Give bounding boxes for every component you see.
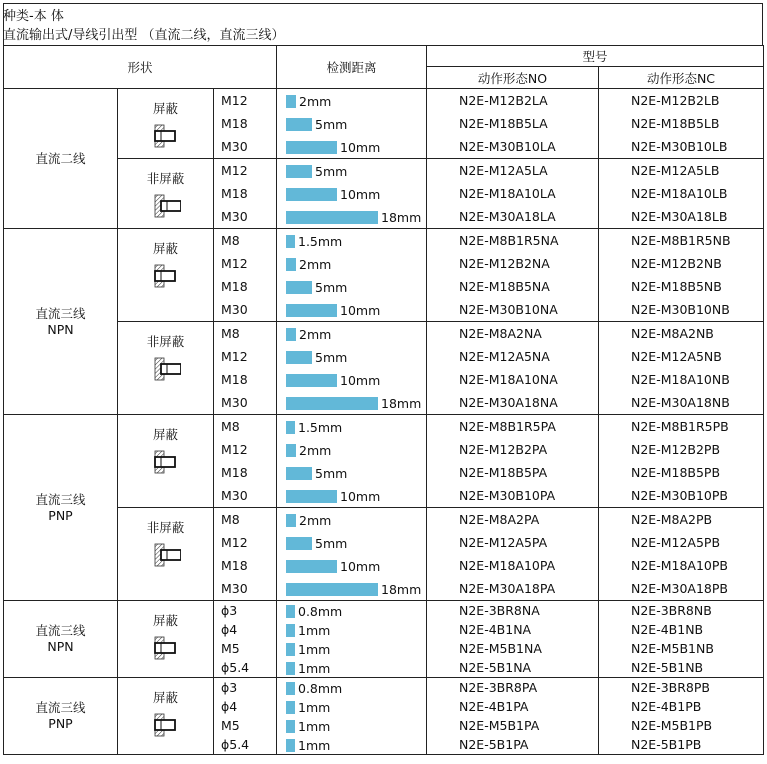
model-no-cell — [427, 89, 599, 159]
distance-row — [277, 678, 426, 697]
distance-row — [277, 391, 426, 414]
distance-bar — [286, 304, 337, 317]
model-nc: N2E-M12B2LB — [631, 93, 720, 108]
sheet-title: 种类-本 体 — [3, 9, 64, 24]
sensor-size: M30 — [221, 581, 248, 596]
model-no: N2E-M8A2NA — [459, 326, 542, 341]
distance-row — [277, 620, 426, 639]
model-nc-cell — [599, 601, 764, 678]
distance-label: 10mm — [340, 559, 381, 574]
distance-label: 2mm — [299, 257, 332, 272]
distance-label: 5mm — [315, 164, 348, 179]
model-no-cell — [427, 678, 599, 755]
model-no: N2E-M12B2LA — [459, 93, 548, 108]
distance-row — [277, 531, 426, 554]
sensor-size: M5 — [221, 641, 240, 656]
distance-label: 10mm — [340, 303, 381, 318]
model-nc: N2E-M12B2PB — [631, 442, 721, 457]
distance-label: 5mm — [315, 350, 348, 365]
sensor-size: M18 — [221, 186, 248, 201]
sensor-size: M12 — [221, 93, 248, 108]
group-name — [4, 415, 118, 601]
group-name-line: 直流三线 — [35, 623, 86, 638]
model-nc: N2E-M30A18LB — [631, 209, 728, 224]
model-no: N2E-M30B10LA — [459, 139, 556, 154]
model-no: N2E-M30A18NA — [459, 395, 558, 410]
model-no: N2E-M18B5NA — [459, 279, 550, 294]
distance-row — [277, 205, 426, 228]
distance-bar — [286, 682, 295, 695]
model-nc: N2E-M8A2NB — [631, 326, 714, 341]
model-nc: N2E-M30B10NB — [631, 302, 730, 317]
model-no: N2E-M18B5PA — [459, 465, 548, 480]
sensor-size: M12 — [221, 256, 248, 271]
size-cell — [214, 601, 277, 678]
distance-bar — [286, 720, 295, 733]
model-no: N2E-M18B5LA — [459, 116, 548, 131]
table-row — [4, 508, 764, 601]
table-row — [4, 678, 764, 755]
distance-label: 0.8mm — [298, 681, 343, 696]
distance-row — [277, 461, 426, 484]
distance-label: 5mm — [315, 117, 348, 132]
shield-type — [118, 229, 214, 322]
group-name — [4, 89, 118, 229]
sensor-size: M12 — [221, 442, 248, 457]
distance-cell — [277, 415, 427, 508]
distance-bar — [286, 444, 296, 457]
sensor-size: M12 — [221, 535, 248, 550]
model-nc: N2E-M12A5PB — [631, 535, 721, 550]
sensor-size: ϕ3 — [221, 680, 238, 695]
distance-label: 1mm — [298, 738, 331, 753]
distance-label: 2mm — [299, 327, 332, 342]
model-no: N2E-M8A2PA — [459, 512, 540, 527]
distance-row — [277, 415, 426, 438]
distance-label: 1mm — [298, 700, 331, 715]
distance-row — [277, 229, 426, 252]
model-nc: N2E-4B1NB — [631, 622, 704, 637]
sensor-size: M18 — [221, 116, 248, 131]
group-name — [4, 601, 118, 678]
distance-bar — [286, 118, 312, 131]
distance-row — [277, 135, 426, 158]
distance-bar — [286, 514, 296, 527]
shield-type — [118, 89, 214, 159]
sensor-size: M18 — [221, 465, 248, 480]
sensor-size: ϕ5.4 — [221, 737, 250, 752]
model-nc-cell — [599, 678, 764, 755]
distance-label: 18mm — [381, 582, 422, 597]
shield-type-label: 屏蔽 — [152, 690, 178, 705]
distance-label: 10mm — [340, 187, 381, 202]
model-no-cell — [427, 601, 599, 678]
model-no: N2E-M8B1R5PA — [459, 419, 556, 434]
distance-label: 5mm — [315, 536, 348, 551]
table-row — [4, 229, 764, 322]
distance-label: 1.5mm — [298, 234, 343, 249]
unshielded-sensor-icon — [151, 542, 181, 568]
model-nc-cell — [599, 159, 764, 229]
size-cell — [214, 508, 277, 601]
distance-row — [277, 735, 426, 754]
distance-row — [277, 577, 426, 600]
distance-row — [277, 182, 426, 205]
distance-row — [277, 345, 426, 368]
distance-row — [277, 658, 426, 677]
sensor-size: M8 — [221, 233, 240, 248]
distance-label: 1mm — [298, 623, 331, 638]
distance-bar — [286, 281, 312, 294]
distance-bar — [286, 165, 312, 178]
distance-bar — [286, 560, 337, 573]
model-nc: N2E-M5B1NB — [631, 641, 714, 656]
col-no: 动作形态NO — [427, 67, 599, 89]
model-nc: N2E-3BR8NB — [631, 603, 712, 618]
model-no: N2E-M8B1R5NA — [459, 233, 559, 248]
col-nc: 动作形态NC — [599, 67, 764, 89]
distance-bar — [286, 421, 295, 434]
distance-row — [277, 298, 426, 321]
shield-type — [118, 601, 214, 678]
size-cell — [214, 229, 277, 322]
distance-bar — [286, 643, 295, 656]
group-name-line: NPN — [47, 321, 74, 337]
distance-row — [277, 159, 426, 182]
sensor-size: M5 — [221, 718, 240, 733]
shield-type-label: 屏蔽 — [152, 427, 178, 442]
model-nc: N2E-M30B10LB — [631, 139, 728, 154]
model-nc: N2E-M5B1PB — [631, 718, 713, 733]
shielded-sensor-icon — [151, 123, 181, 149]
distance-cell — [277, 601, 427, 678]
model-nc: N2E-M12A5NB — [631, 349, 722, 364]
group-name-line: PNP — [48, 507, 73, 523]
sensor-size: M18 — [221, 372, 248, 387]
table-row — [4, 601, 764, 678]
shield-type-label: 非屏蔽 — [146, 520, 185, 535]
distance-bar — [286, 583, 378, 596]
shield-type — [118, 322, 214, 415]
group-name-line: 直流三线 — [35, 700, 86, 715]
col-model: 型号 — [427, 46, 764, 67]
distance-cell — [277, 678, 427, 755]
model-nc-cell — [599, 508, 764, 601]
group-name-line: 直流三线 — [35, 491, 86, 507]
shield-type-label: 屏蔽 — [152, 101, 178, 116]
shielded-sensor-icon — [151, 635, 181, 661]
table-row — [4, 159, 764, 229]
distance-bar — [286, 662, 295, 675]
shield-type-label: 屏蔽 — [152, 241, 178, 256]
table-row — [4, 89, 764, 159]
model-no: N2E-5B1NA — [459, 660, 532, 675]
sensor-size: M12 — [221, 349, 248, 364]
distance-label: 2mm — [299, 513, 332, 528]
sensor-size: M30 — [221, 302, 248, 317]
shield-type-label: 非屏蔽 — [146, 171, 185, 186]
unshielded-sensor-icon — [151, 356, 181, 382]
distance-row — [277, 322, 426, 345]
size-cell — [214, 159, 277, 229]
distance-label: 0.8mm — [298, 604, 343, 619]
table-row — [4, 415, 764, 508]
distance-cell — [277, 322, 427, 415]
distance-cell — [277, 159, 427, 229]
sensor-size: M30 — [221, 209, 248, 224]
distance-bar — [286, 235, 295, 248]
distance-label: 18mm — [381, 396, 422, 411]
model-no: N2E-M18A10LA — [459, 186, 556, 201]
distance-row — [277, 601, 426, 620]
distance-label: 10mm — [340, 140, 381, 155]
distance-row — [277, 252, 426, 275]
model-nc: N2E-M18B5LB — [631, 116, 720, 131]
model-nc: N2E-M30A18PB — [631, 581, 728, 596]
model-no-cell — [427, 229, 599, 322]
distance-cell — [277, 508, 427, 601]
distance-bar — [286, 188, 337, 201]
model-no-cell — [427, 415, 599, 508]
distance-row — [277, 438, 426, 461]
model-no: N2E-M30A18PA — [459, 581, 556, 596]
distance-label: 2mm — [299, 94, 332, 109]
sensor-size: ϕ4 — [221, 622, 238, 637]
group-name-line: NPN — [47, 639, 74, 654]
col-shape: 形状 — [4, 46, 277, 89]
distance-bar — [286, 397, 378, 410]
model-nc: N2E-M18A10LB — [631, 186, 728, 201]
size-cell — [214, 678, 277, 755]
model-no: N2E-M30B10PA — [459, 488, 556, 503]
model-no: N2E-M18A10NA — [459, 372, 558, 387]
distance-bar — [286, 351, 312, 364]
distance-label: 1.5mm — [298, 420, 343, 435]
distance-bar — [286, 605, 295, 618]
model-no: N2E-M12B2PA — [459, 442, 548, 457]
model-nc-cell — [599, 229, 764, 322]
distance-row — [277, 112, 426, 135]
model-nc: N2E-4B1PB — [631, 699, 702, 714]
distance-bar — [286, 141, 337, 154]
model-nc: N2E-3BR8PB — [631, 680, 710, 695]
model-no: N2E-M12B2NA — [459, 256, 550, 271]
model-nc: N2E-M18B5PB — [631, 465, 721, 480]
sensor-size: M8 — [221, 326, 240, 341]
distance-label: 10mm — [340, 489, 381, 504]
shielded-sensor-icon — [151, 449, 181, 475]
table-row — [4, 322, 764, 415]
shield-type-label: 屏蔽 — [152, 613, 178, 628]
model-no: N2E-3BR8PA — [459, 680, 538, 695]
model-no: N2E-M30A18LA — [459, 209, 556, 224]
distance-bar — [286, 258, 296, 271]
model-no: N2E-M12A5LA — [459, 163, 548, 178]
distance-label: 18mm — [381, 210, 422, 225]
sensor-size: M30 — [221, 488, 248, 503]
distance-bar — [286, 374, 337, 387]
group-name — [4, 229, 118, 415]
distance-bar — [286, 537, 312, 550]
distance-label: 10mm — [340, 373, 381, 388]
model-nc: N2E-M18A10PB — [631, 558, 728, 573]
model-nc: N2E-M18A10NB — [631, 372, 730, 387]
sensor-size: ϕ4 — [221, 699, 238, 714]
model-nc: N2E-M8B1R5PB — [631, 419, 729, 434]
group-name-line: PNP — [48, 716, 73, 731]
model-nc: N2E-M8B1R5NB — [631, 233, 731, 248]
sheet-subtitle: 直流输出式/导线引出型 （直流二线，直流三线） — [3, 28, 285, 43]
model-nc: N2E-M18B5NB — [631, 279, 722, 294]
distance-label: 1mm — [298, 642, 331, 657]
model-no: N2E-M12A5PA — [459, 535, 548, 550]
model-nc-cell — [599, 322, 764, 415]
distance-row — [277, 484, 426, 507]
group-name — [4, 678, 118, 755]
distance-row — [277, 275, 426, 298]
model-no-cell — [427, 508, 599, 601]
model-no: N2E-M18A10PA — [459, 558, 556, 573]
model-no-cell — [427, 159, 599, 229]
size-cell — [214, 89, 277, 159]
sensor-size: ϕ5.4 — [221, 660, 250, 675]
distance-bar — [286, 467, 312, 480]
distance-row — [277, 554, 426, 577]
distance-row — [277, 716, 426, 735]
distance-row — [277, 639, 426, 658]
model-no: N2E-4B1NA — [459, 622, 532, 637]
group-name-line: 直流三线 — [35, 305, 86, 321]
distance-row — [277, 89, 426, 112]
distance-bar — [286, 211, 378, 224]
distance-bar — [286, 328, 296, 341]
model-no: N2E-M5B1PA — [459, 718, 540, 733]
distance-label: 5mm — [315, 280, 348, 295]
distance-bar — [286, 95, 296, 108]
model-nc: N2E-5B1NB — [631, 660, 704, 675]
shield-type — [118, 415, 214, 508]
model-no: N2E-M12A5NA — [459, 349, 550, 364]
sensor-size: M18 — [221, 279, 248, 294]
model-no: N2E-3BR8NA — [459, 603, 540, 618]
size-cell — [214, 322, 277, 415]
distance-label: 1mm — [298, 719, 331, 734]
model-nc-cell — [599, 89, 764, 159]
distance-row — [277, 368, 426, 391]
col-distance: 检测距离 — [277, 46, 427, 89]
distance-bar — [286, 701, 295, 714]
shield-type — [118, 508, 214, 601]
distance-row — [277, 697, 426, 716]
distance-label: 1mm — [298, 661, 331, 676]
unshielded-sensor-icon — [151, 193, 181, 219]
sensor-size: M30 — [221, 395, 248, 410]
shield-type — [118, 678, 214, 755]
model-no: N2E-M30B10NA — [459, 302, 558, 317]
model-nc: N2E-M12B2NB — [631, 256, 722, 271]
distance-label: 5mm — [315, 466, 348, 481]
group-name-line: 直流二线 — [35, 150, 86, 166]
size-cell — [214, 415, 277, 508]
shielded-sensor-icon — [151, 263, 181, 289]
shield-type-label: 非屏蔽 — [146, 334, 185, 349]
model-table — [3, 45, 764, 755]
model-no: N2E-5B1PA — [459, 737, 529, 752]
model-nc: N2E-M12A5LB — [631, 163, 720, 178]
shielded-sensor-icon — [151, 712, 181, 738]
distance-row — [277, 508, 426, 531]
model-no-cell — [427, 322, 599, 415]
model-nc: N2E-M30A18NB — [631, 395, 730, 410]
shield-type — [118, 159, 214, 229]
sensor-size: M8 — [221, 419, 240, 434]
model-no: N2E-M5B1NA — [459, 641, 542, 656]
distance-label: 2mm — [299, 443, 332, 458]
distance-bar — [286, 490, 337, 503]
model-nc-cell — [599, 415, 764, 508]
sensor-size: M18 — [221, 558, 248, 573]
distance-bar — [286, 624, 295, 637]
model-nc: N2E-M8A2PB — [631, 512, 713, 527]
distance-bar — [286, 739, 295, 752]
model-nc: N2E-M30B10PB — [631, 488, 728, 503]
sensor-size: M30 — [221, 139, 248, 154]
sensor-size: ϕ3 — [221, 603, 238, 618]
sensor-size: M12 — [221, 163, 248, 178]
distance-cell — [277, 89, 427, 159]
model-nc: N2E-5B1PB — [631, 737, 702, 752]
distance-cell — [277, 229, 427, 322]
sensor-size: M8 — [221, 512, 240, 527]
model-no: N2E-4B1PA — [459, 699, 529, 714]
